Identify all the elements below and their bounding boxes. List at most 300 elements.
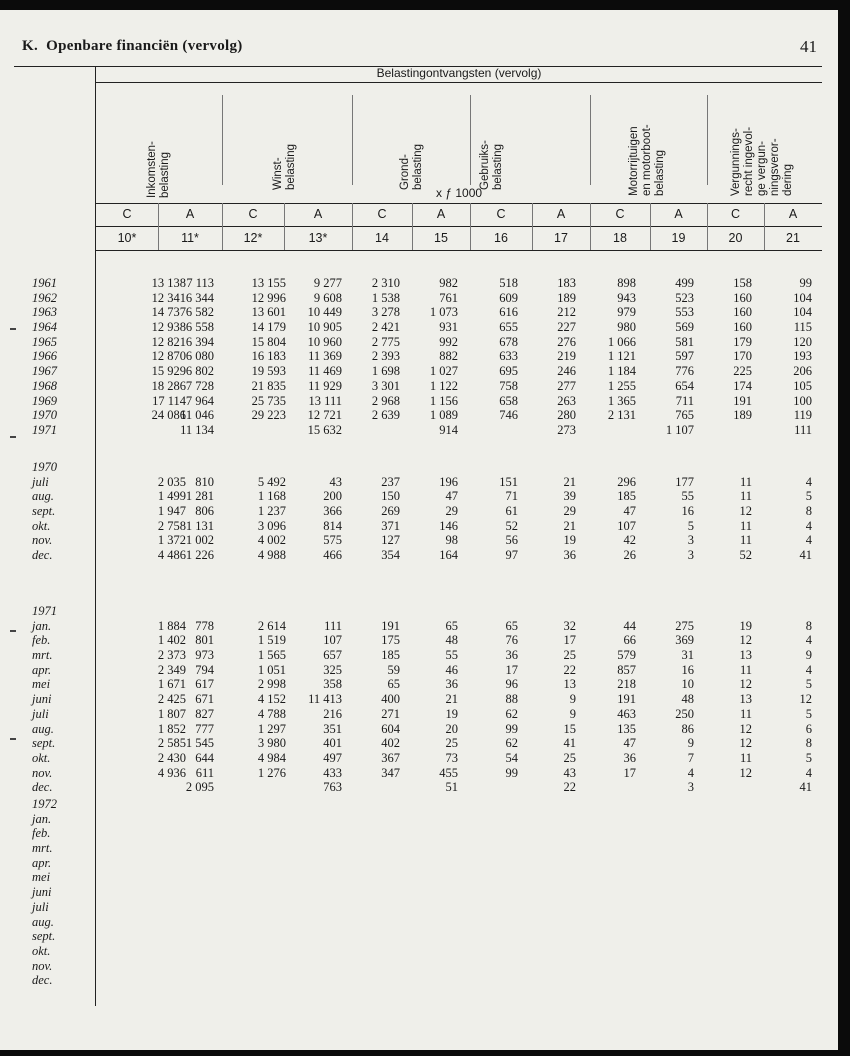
- data-cell: 193: [793, 349, 812, 364]
- data-cell: [458, 423, 518, 438]
- data-cell: [340, 460, 400, 475]
- data-cell: 1 073: [429, 305, 458, 320]
- row-label: mei: [32, 677, 51, 692]
- data-cell: 219: [557, 349, 576, 364]
- data-cell: 174: [733, 378, 752, 393]
- data-cell: 463: [617, 706, 636, 721]
- data-cell: 2 310: [371, 276, 400, 290]
- data-cell: [752, 604, 812, 619]
- row-label: juni: [32, 692, 52, 707]
- data-cell: 16: [681, 662, 694, 677]
- data-cell: 13 111: [308, 393, 342, 408]
- data-cell: 189: [733, 408, 752, 423]
- ca-label: C: [730, 207, 741, 221]
- data-cell: 1 122: [429, 378, 458, 393]
- data-cell: 21 835: [251, 378, 286, 393]
- row-label: sept.: [32, 929, 56, 944]
- data-cell: [282, 604, 342, 619]
- data-cell: 1 255: [607, 378, 636, 393]
- page-header-title: [22, 38, 243, 55]
- data-cell: 604: [381, 721, 400, 736]
- data-cell: [576, 460, 636, 475]
- data-cell: 16: [681, 504, 694, 519]
- data-cell: 12 870: [151, 349, 186, 364]
- data-cell: 47: [445, 489, 458, 504]
- data-cell: [458, 780, 518, 795]
- data-cell: 553: [675, 305, 694, 320]
- data-cell: 2 095: [185, 780, 214, 795]
- data-cell: 6 582: [185, 305, 214, 320]
- data-cell: 11 413: [308, 692, 342, 707]
- data-cell: [226, 423, 286, 438]
- data-cell: 76: [505, 633, 518, 648]
- group-divider: [590, 95, 591, 185]
- row-label: aug.: [32, 914, 54, 929]
- data-cell: 216: [323, 706, 342, 721]
- data-cell: 175: [381, 633, 400, 648]
- data-cell: 801: [195, 633, 214, 648]
- data-cell: 369: [675, 633, 694, 648]
- data-cell: 11 046: [180, 408, 214, 423]
- data-cell: [154, 604, 214, 619]
- data-cell: 4: [805, 518, 812, 533]
- column-number: 20: [728, 231, 743, 245]
- data-cell: [458, 460, 518, 475]
- data-cell: [398, 795, 458, 810]
- data-cell: 1 365: [607, 393, 636, 408]
- data-cell: 4: [805, 662, 812, 677]
- data-cell: 104: [793, 305, 812, 320]
- group-divider: [352, 95, 353, 185]
- data-cell: 1 237: [257, 504, 286, 519]
- binding-mark: [10, 738, 16, 740]
- data-cell: 806: [195, 504, 214, 519]
- data-cell: 2 639: [371, 408, 400, 423]
- header-line: Winst-: [272, 157, 284, 190]
- row-label: dec.: [32, 780, 53, 795]
- data-cell: 160: [733, 320, 752, 335]
- header-line: Vergunnings-: [730, 128, 742, 196]
- header-line: belasting: [159, 151, 171, 198]
- data-cell: 96: [505, 677, 518, 692]
- data-cell: 97: [505, 548, 518, 563]
- data-cell: 5 492: [257, 474, 286, 489]
- data-cell: 4 002: [257, 533, 286, 548]
- data-cell: [340, 423, 400, 438]
- column-number: 13*: [308, 231, 328, 245]
- header-line: belasting: [412, 143, 424, 190]
- column-number: 12*: [243, 231, 263, 245]
- data-cell: 4 152: [257, 692, 286, 707]
- data-cell: 1 027: [429, 364, 458, 379]
- column-number: 10*: [117, 231, 137, 245]
- data-cell: 1 402: [157, 633, 186, 648]
- data-cell: 111: [324, 618, 342, 633]
- data-cell: 7 728: [185, 378, 214, 393]
- data-cell: 10 449: [307, 305, 342, 320]
- data-cell: 25: [563, 750, 576, 765]
- column-number: 19: [671, 231, 686, 245]
- data-cell: [226, 795, 286, 810]
- data-column: [154, 604, 214, 810]
- data-cell: 827: [195, 706, 214, 721]
- data-cell: 250: [675, 706, 694, 721]
- data-cell: 29 223: [251, 408, 286, 423]
- data-cell: 25: [445, 736, 458, 751]
- data-cell: 52: [505, 518, 518, 533]
- data-cell: 10 960: [307, 334, 342, 349]
- data-cell: 1 947: [157, 504, 186, 519]
- binding-mark: [10, 328, 16, 330]
- data-cell: [634, 460, 694, 475]
- data-cell: 15: [563, 721, 576, 736]
- data-cell: 99: [505, 765, 518, 780]
- header-line: belasting: [285, 143, 297, 190]
- header-line: Motorrijtuigen: [628, 126, 640, 196]
- data-cell: 6 080: [185, 349, 214, 364]
- data-cell: [752, 460, 812, 475]
- data-cell: 7 113: [186, 276, 214, 290]
- data-column: [692, 604, 752, 810]
- data-column: [226, 460, 286, 563]
- row-label: 1971: [32, 422, 57, 437]
- data-cell: 13 601: [251, 305, 286, 320]
- data-cell: 4 788: [257, 706, 286, 721]
- data-cell: 2 998: [257, 677, 286, 692]
- data-cell: 47: [623, 504, 636, 519]
- data-cell: 11: [739, 489, 752, 504]
- row-label: 1972: [32, 797, 57, 811]
- data-cell: 246: [557, 364, 576, 379]
- data-cell: 1 698: [371, 364, 400, 379]
- data-column: [282, 604, 342, 810]
- header-line: recht ingevol-: [743, 126, 755, 196]
- data-column: [516, 460, 576, 563]
- row-label: okt.: [32, 750, 51, 765]
- data-cell: 1 807: [157, 706, 186, 721]
- row-label: sept.: [32, 736, 56, 751]
- row-label: juli: [32, 706, 49, 721]
- data-cell: 12: [739, 765, 752, 780]
- data-cell: 12 938: [151, 320, 186, 335]
- data-cell: 36: [505, 648, 518, 663]
- data-cell: 992: [439, 334, 458, 349]
- data-cell: 17: [623, 765, 636, 780]
- data-column: [576, 276, 636, 438]
- data-cell: 13: [739, 692, 752, 707]
- data-cell: 56: [505, 533, 518, 548]
- data-cell: 62: [505, 706, 518, 721]
- data-cell: 206: [793, 364, 812, 379]
- data-cell: 943: [617, 290, 636, 305]
- data-cell: 18 286: [151, 378, 186, 393]
- data-cell: 17: [563, 633, 576, 648]
- data-cell: 191: [381, 618, 400, 633]
- data-cell: 12 721: [307, 408, 342, 423]
- data-cell: 185: [617, 489, 636, 504]
- data-cell: 120: [793, 334, 812, 349]
- data-cell: 1 884: [157, 618, 186, 633]
- data-cell: 367: [381, 750, 400, 765]
- data-cell: 13: [563, 677, 576, 692]
- data-cell: [282, 460, 342, 475]
- data-cell: 55: [681, 489, 694, 504]
- data-cell: 3: [687, 548, 694, 563]
- data-cell: [692, 780, 752, 795]
- data-cell: 98: [445, 533, 458, 548]
- data-cell: 11: [739, 662, 752, 677]
- row-label: 1968: [32, 378, 57, 393]
- row-label: apr.: [32, 662, 52, 677]
- data-cell: 3: [687, 780, 694, 795]
- data-cell: 7 964: [185, 393, 214, 408]
- data-cell: [752, 795, 812, 810]
- row-label: 1966: [32, 349, 57, 364]
- data-cell: 150: [381, 489, 400, 504]
- data-cell: 678: [499, 334, 518, 349]
- data-cell: 26: [623, 548, 636, 563]
- data-cell: 43: [563, 765, 576, 780]
- header-line: ge vergun-: [756, 141, 768, 196]
- data-cell: 347: [381, 765, 400, 780]
- data-cell: 1 297: [257, 721, 286, 736]
- data-cell: 746: [499, 408, 518, 423]
- data-cell: 160: [733, 290, 752, 305]
- data-cell: 616: [499, 305, 518, 320]
- data-cell: 127: [381, 533, 400, 548]
- data-cell: 11: [739, 518, 752, 533]
- data-cell: 3 980: [257, 736, 286, 751]
- data-cell: 777: [195, 721, 214, 736]
- data-cell: 4: [687, 765, 694, 780]
- data-cell: 15 804: [251, 334, 286, 349]
- data-cell: 14 179: [251, 320, 286, 335]
- row-labels: [32, 276, 57, 438]
- data-cell: [576, 423, 636, 438]
- data-cell: 263: [557, 393, 576, 408]
- data-column: [752, 460, 812, 563]
- ca-label: A: [185, 207, 195, 221]
- row-label: mrt.: [32, 648, 53, 663]
- column-number: 17: [554, 231, 568, 245]
- data-cell: 160: [733, 305, 752, 320]
- data-cell: 609: [499, 290, 518, 305]
- data-cell: 371: [381, 518, 400, 533]
- data-column: [576, 604, 636, 810]
- data-cell: 1 565: [257, 648, 286, 663]
- data-column: [516, 604, 576, 810]
- data-cell: 237: [381, 474, 400, 489]
- data-column: [340, 276, 400, 438]
- data-cell: 65: [445, 618, 458, 633]
- data-cell: 758: [499, 378, 518, 393]
- data-cell: 6 802: [185, 364, 214, 379]
- data-cell: 59: [387, 662, 400, 677]
- data-cell: 115: [793, 320, 812, 335]
- column-number: 15: [434, 231, 448, 245]
- data-cell: 41: [799, 548, 812, 563]
- data-cell: 99: [505, 721, 518, 736]
- row-label: 1962: [32, 290, 57, 305]
- binding-mark: [10, 436, 16, 438]
- data-cell: 271: [381, 706, 400, 721]
- data-cell: 111: [794, 422, 812, 437]
- data-column: [576, 460, 636, 563]
- data-cell: 276: [557, 334, 576, 349]
- data-cell: [634, 604, 694, 619]
- data-cell: 19: [445, 706, 458, 721]
- row-label: 1963: [32, 305, 57, 320]
- data-cell: 655: [499, 320, 518, 335]
- data-cell: 6 558: [185, 320, 214, 335]
- row-label: 1970: [32, 460, 57, 474]
- data-cell: 4: [805, 633, 812, 648]
- data-cell: 898: [617, 276, 636, 290]
- data-cell: 22: [563, 662, 576, 677]
- ca-label: C: [248, 207, 258, 221]
- data-cell: [576, 780, 636, 795]
- data-cell: 931: [439, 320, 458, 335]
- data-cell: 657: [323, 648, 342, 663]
- data-cell: 1 156: [429, 393, 458, 408]
- data-cell: 107: [323, 633, 342, 648]
- data-cell: 581: [675, 334, 694, 349]
- data-cell: 579: [617, 648, 636, 663]
- data-cell: 158: [733, 276, 752, 290]
- data-cell: 765: [675, 408, 694, 423]
- data-cell: 41: [563, 736, 576, 751]
- data-cell: 2 393: [371, 349, 400, 364]
- data-cell: 402: [381, 736, 400, 751]
- data-cell: 20: [445, 721, 458, 736]
- data-cell: 14 737: [151, 305, 186, 320]
- data-column: [752, 276, 812, 438]
- data-cell: 225: [733, 364, 752, 379]
- data-cell: 4 936: [157, 765, 186, 780]
- group-divider: [707, 95, 708, 185]
- data-cell: 104: [793, 290, 812, 305]
- data-cell: 401: [323, 736, 342, 751]
- data-cell: [576, 604, 636, 619]
- data-cell: 5: [805, 489, 812, 504]
- data-cell: 12: [799, 692, 812, 707]
- data-cell: 4: [805, 533, 812, 548]
- data-column: [752, 604, 812, 810]
- data-cell: [226, 604, 286, 619]
- data-cell: 671: [195, 692, 214, 707]
- row-label: 1967: [32, 364, 57, 379]
- data-column: [634, 604, 694, 810]
- data-cell: 51: [445, 780, 458, 795]
- row-label: nov.: [32, 958, 53, 973]
- data-cell: 191: [733, 393, 752, 408]
- data-cell: 1 168: [257, 489, 286, 504]
- data-cell: 4 486: [157, 548, 186, 563]
- data-column: [398, 276, 458, 438]
- row-label: jan.: [32, 618, 52, 633]
- row-label: mei: [32, 870, 51, 885]
- data-cell: 778: [195, 618, 214, 633]
- data-column: [340, 460, 400, 563]
- row-label: 1969: [32, 393, 57, 408]
- data-cell: 4 988: [257, 548, 286, 563]
- data-cell: [458, 604, 518, 619]
- ca-label: A: [313, 207, 323, 221]
- data-cell: 695: [499, 364, 518, 379]
- data-cell: 11: [739, 706, 752, 721]
- data-cell: 857: [617, 662, 636, 677]
- data-cell: 21: [563, 474, 576, 489]
- data-cell: 1 276: [257, 765, 286, 780]
- data-cell: 12: [739, 633, 752, 648]
- data-cell: [692, 423, 752, 438]
- data-cell: 185: [381, 648, 400, 663]
- data-cell: [692, 795, 752, 810]
- data-cell: 11 134: [180, 422, 214, 437]
- data-cell: [154, 460, 214, 475]
- data-cell: 569: [675, 320, 694, 335]
- data-cell: 3 096: [257, 518, 286, 533]
- data-column: [154, 460, 214, 563]
- data-cell: 66: [623, 633, 636, 648]
- data-cell: 25: [563, 648, 576, 663]
- data-cell: 5: [805, 750, 812, 765]
- data-column: [458, 276, 518, 438]
- column-group-header: [399, 144, 425, 190]
- data-cell: 644: [195, 750, 214, 765]
- data-cell: 2 430: [157, 750, 186, 765]
- data-cell: 1 372: [157, 533, 186, 548]
- data-cell: 2 349: [157, 662, 186, 677]
- data-cell: 71: [505, 489, 518, 504]
- data-cell: 12 821: [151, 334, 186, 349]
- data-cell: 1 519: [257, 633, 286, 648]
- data-cell: 980: [617, 320, 636, 335]
- data-cell: 658: [499, 393, 518, 408]
- data-column: [154, 276, 214, 438]
- data-cell: 100: [793, 393, 812, 408]
- data-cell: 433: [323, 765, 342, 780]
- data-cell: 13: [739, 648, 752, 663]
- data-cell: 8: [805, 618, 812, 633]
- data-cell: 776: [675, 364, 694, 379]
- data-cell: 4: [805, 474, 812, 489]
- table-title: Belastingontvangsten (vervolg): [376, 66, 542, 80]
- data-cell: 9: [805, 648, 812, 663]
- data-cell: [634, 795, 694, 810]
- data-cell: 296: [617, 474, 636, 489]
- data-cell: 8: [805, 504, 812, 519]
- row-label: juli: [32, 899, 49, 914]
- row-label: sept.: [32, 504, 56, 519]
- binding-mark: [10, 630, 16, 632]
- data-cell: 22: [563, 780, 576, 795]
- row-label: nov.: [32, 765, 53, 780]
- data-cell: 218: [617, 677, 636, 692]
- data-cell: 12 341: [151, 290, 186, 305]
- data-cell: 12: [739, 677, 752, 692]
- data-cell: 17: [505, 662, 518, 677]
- data-cell: 277: [557, 378, 576, 393]
- data-column: [226, 276, 286, 438]
- data-cell: 2 775: [371, 334, 400, 349]
- row-label: nov.: [32, 533, 53, 548]
- data-cell: 11: [739, 533, 752, 548]
- data-cell: 19: [563, 533, 576, 548]
- data-cell: 1 089: [429, 408, 458, 423]
- data-cell: 12 996: [251, 290, 286, 305]
- data-cell: 25 735: [251, 393, 286, 408]
